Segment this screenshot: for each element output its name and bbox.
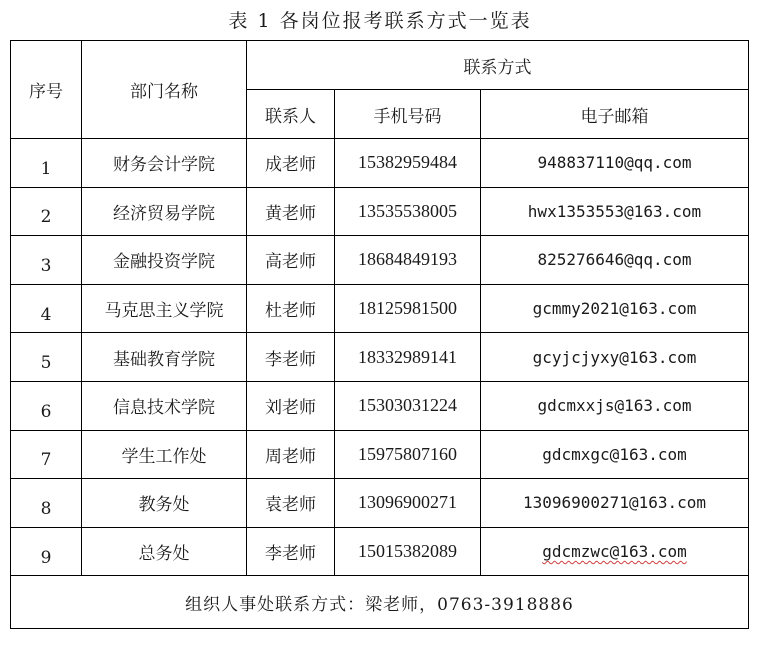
row-seq: 7: [11, 430, 82, 479]
row-seq: 3: [11, 236, 82, 285]
row-email: gdcmxgc@163.com: [481, 430, 749, 479]
spellcheck-underlined-email: gdcmzwc@163.com: [542, 542, 687, 562]
row-person: 黄老师: [247, 187, 335, 236]
row-phone: 15975807160: [335, 430, 481, 479]
row-phone: 13096900271: [335, 479, 481, 528]
row-seq: 2: [11, 187, 82, 236]
row-dept: 财务会计学院: [82, 139, 247, 188]
row-phone: 18332989141: [335, 333, 481, 382]
table-row: [11, 430, 749, 479]
table-row: [11, 139, 749, 188]
row-dept: 马克思主义学院: [82, 284, 247, 333]
row-phone: 18125981500: [335, 284, 481, 333]
row-email: gdcmxxjs@163.com: [481, 381, 749, 430]
row-dept: 经济贸易学院: [82, 187, 247, 236]
row-dept: 基础教育学院: [82, 333, 247, 382]
row-seq: 6: [11, 381, 82, 430]
row-email: 825276646@qq.com: [481, 236, 749, 285]
row-email: 948837110@qq.com: [481, 139, 749, 188]
header-email: 电子邮箱: [481, 90, 749, 139]
row-email: 13096900271@163.com: [481, 479, 749, 528]
header-phone: 手机号码: [335, 90, 481, 139]
row-phone: 15015382089: [335, 527, 481, 576]
row-person: 成老师: [247, 139, 335, 188]
row-dept: 信息技术学院: [82, 381, 247, 430]
table-row: [11, 333, 749, 382]
row-seq: 4: [11, 284, 82, 333]
contact-table: [10, 40, 749, 629]
row-seq: 1: [11, 139, 82, 188]
table-title: 表 1 各岗位报考联系方式一览表: [228, 10, 532, 32]
table-row: [11, 479, 749, 528]
header-contact-group: 联系方式: [247, 41, 749, 90]
row-seq: 5: [11, 333, 82, 382]
row-person: 袁老师: [247, 479, 335, 528]
table-row: [11, 284, 749, 333]
row-person: 高老师: [247, 236, 335, 285]
row-person: 杜老师: [247, 284, 335, 333]
row-email: gcyjcjyxy@163.com: [481, 333, 749, 382]
header-person: 联系人: [247, 90, 335, 139]
table-row: [11, 527, 749, 576]
row-email: gcmmy2021@163.com: [481, 284, 749, 333]
row-phone: 15303031224: [335, 381, 481, 430]
header-seq: 序号: [11, 41, 82, 139]
header-dept: 部门名称: [82, 41, 247, 139]
row-dept: 教务处: [82, 479, 247, 528]
row-phone: 18684849193: [335, 236, 481, 285]
row-person: 李老师: [247, 333, 335, 382]
row-email: [481, 527, 749, 576]
table-row: [11, 187, 749, 236]
row-seq: 9: [11, 527, 82, 576]
row-dept: 学生工作处: [82, 430, 247, 479]
table-row: [11, 381, 749, 430]
row-phone: 13535538005: [335, 187, 481, 236]
row-person: 李老师: [247, 527, 335, 576]
row-person: 周老师: [247, 430, 335, 479]
row-person: 刘老师: [247, 381, 335, 430]
row-dept: 金融投资学院: [82, 236, 247, 285]
row-dept: 总务处: [82, 527, 247, 576]
row-phone: 15382959484: [335, 139, 481, 188]
table-row: [11, 236, 749, 285]
row-email: hwx1353553@163.com: [481, 187, 749, 236]
row-seq: 8: [11, 479, 82, 528]
footer-contact: 组织人事处联系方式：梁老师，0763-3918886: [11, 576, 749, 629]
